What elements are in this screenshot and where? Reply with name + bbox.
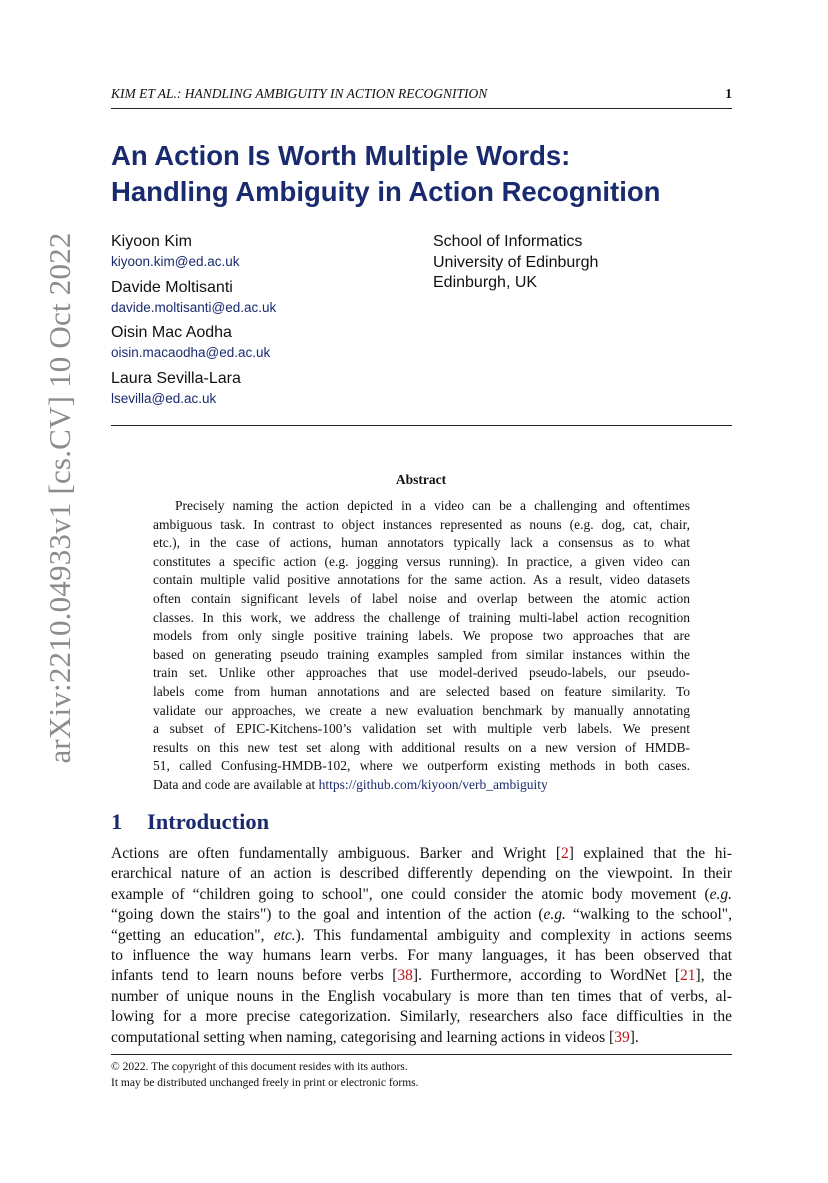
- affiliation-line: University of Edinburgh: [433, 253, 599, 271]
- intro-line: lowing for a more precise categorization. Similarly, researchers also face difficulties in the: [111, 1008, 732, 1026]
- author-entry: [111, 278, 276, 324]
- author-email[interactable]: kiyoon.kim@ed.ac.uk: [111, 254, 240, 269]
- abstract-body: [153, 497, 690, 795]
- author-name: Laura Sevilla-Lara: [111, 369, 241, 387]
- abstract-line: a subset of EPIC-Kitchens-100’s validation set with multiple verb labels. We present: [153, 721, 690, 737]
- footer-divider: [111, 1054, 732, 1055]
- intro-line: to influence the way humans learn verbs. For many languages, it has been observed that: [111, 946, 732, 964]
- author-list: [111, 232, 276, 414]
- abstract-line: results on this new test set along with additional results on a new version of HMDB-: [153, 739, 690, 755]
- author-name: Kiyoon Kim: [111, 233, 192, 250]
- intro-line: [111, 966, 732, 986]
- abstract-line: labels come from human annotations and are selected based on feature similarity. To: [153, 683, 690, 699]
- page-number: 1: [725, 86, 732, 101]
- author-entry: [111, 323, 276, 369]
- code-repository-link[interactable]: https://github.com/kiyoon/verb_ambiguity: [318, 776, 548, 792]
- abstract-line: contain multiple valid positive annotations for the same action. As a result, video datasets: [153, 572, 690, 588]
- footer-notes: [111, 1059, 419, 1091]
- intro-text: ]. Furthermore, according to WordNet [: [412, 967, 681, 985]
- author-entry: [111, 369, 276, 415]
- abstract-line: classes. In this work, we address the challenge of training multi-label action recognition: [153, 609, 690, 625]
- intro-text: ). This fundamental ambiguity and complexity in actions seems: [295, 926, 733, 944]
- paper-title-line-1: An Action Is Worth Multiple Words:: [111, 140, 571, 171]
- intro-text: Actions are often fundamentally ambiguous. Barker and Wright [: [111, 845, 561, 862]
- author-entry: [111, 232, 276, 278]
- intro-text: ].: [629, 1028, 639, 1046]
- intro-italic: etc.: [273, 926, 296, 944]
- affiliation-line: Edinburgh, UK: [433, 274, 538, 291]
- abstract-line: etc.), in the case of actions, human annotators typically lack a consensus as to what: [153, 535, 690, 551]
- abstract-line: constitutes a specific action (e.g. jogging versus running). In practice, a given video can: [153, 553, 690, 569]
- intro-line: [111, 926, 732, 946]
- intro-text: “going down the stairs") to the goal and intention of the action (: [111, 906, 544, 924]
- abstract-last-line-text: Data and code are available at: [153, 776, 319, 792]
- abstract-line: ambiguous task. In contrast to object instances represented as nouns (e.g. dog, cat, chair,: [153, 516, 690, 532]
- introduction-body: [111, 844, 732, 1048]
- abstract-line: [153, 776, 690, 795]
- abstract-line: train set. Unlike other approaches that use model-derived pseudo-labels, our pseudo-: [153, 665, 690, 681]
- section-heading: [111, 807, 269, 837]
- abstract-line: Precisely naming the action depicted in a video can be a challenging and oftentimes: [175, 498, 690, 513]
- arxiv-stamp: arXiv:2210.04933v1 [cs.CV] 10 Oct 2022: [42, 232, 77, 764]
- affiliation-line: School of Informatics: [433, 233, 583, 250]
- citation-link[interactable]: 39: [614, 1028, 630, 1046]
- abstract-line: based on generating pseudo training examples sampled from similar instances within the: [153, 646, 690, 662]
- intro-text: ], the: [695, 967, 732, 985]
- author-name: Oisin Mac Aodha: [111, 324, 232, 341]
- intro-text: example of “children going to school", one could consider the atomic body movement (: [111, 885, 710, 903]
- intro-italic: e.g.: [543, 906, 566, 924]
- paper-title: [111, 138, 751, 210]
- abstract-line: often contain significant levels of label noise and overlap between the atomic action: [153, 590, 690, 606]
- intro-line: number of unique nouns in the English vocabulary is more than ten times that of verbs, al-: [111, 987, 732, 1005]
- intro-line: [111, 844, 732, 864]
- paper-title-line-2: Handling Ambiguity in Action Recognition: [111, 176, 661, 207]
- affiliation: [433, 232, 598, 294]
- distribution-notice: It may be distributed unchanged freely in print or electronic forms.: [111, 1077, 419, 1089]
- running-head: [111, 86, 732, 109]
- abstract-line: 51, called Confusing-HMDB-102, where we outperform existing methods in both cases.: [153, 758, 690, 774]
- author-email[interactable]: lsevilla@ed.ac.uk: [111, 390, 217, 406]
- header-divider: [111, 425, 732, 426]
- author-name: Davide Moltisanti: [111, 278, 233, 296]
- citation-link[interactable]: 21: [680, 967, 696, 985]
- intro-line: [111, 885, 732, 905]
- intro-line: erarchical nature of an action is described differently depending on the viewpoint. In their: [111, 865, 732, 883]
- citation-link[interactable]: 2: [561, 845, 569, 862]
- citation-link[interactable]: 38: [397, 967, 413, 985]
- author-email[interactable]: oisin.macaodha@ed.ac.uk: [111, 345, 271, 360]
- section-title: Introduction: [147, 809, 270, 834]
- copyright-notice: © 2022. The copyright of this document resides with its authors.: [111, 1061, 408, 1073]
- author-email[interactable]: davide.moltisanti@ed.ac.uk: [111, 299, 277, 315]
- intro-text: infants tend to learn nouns before verbs [: [111, 967, 398, 985]
- intro-text: computational setting when naming, categorising and learning actions in videos [: [111, 1028, 615, 1046]
- intro-text: “getting an education",: [111, 926, 274, 944]
- intro-line: [111, 1028, 732, 1048]
- intro-line: [111, 905, 732, 925]
- running-head-title: KIM ET AL.: HANDLING AMBIGUITY IN ACTION RECOGNITION: [111, 86, 488, 101]
- abstract-line: validate our approaches, we create a new evaluation benchmark by manually annotating: [153, 702, 690, 718]
- abstract-heading: Abstract: [395, 472, 447, 487]
- abstract-line: models from only single positive training labels. We propose two approaches that are: [153, 628, 690, 644]
- intro-text: ] explained that the hi-: [568, 845, 732, 862]
- intro-italic: e.g.: [709, 885, 732, 903]
- section-number: 1: [111, 809, 123, 834]
- intro-text: “walking to the school",: [565, 906, 732, 924]
